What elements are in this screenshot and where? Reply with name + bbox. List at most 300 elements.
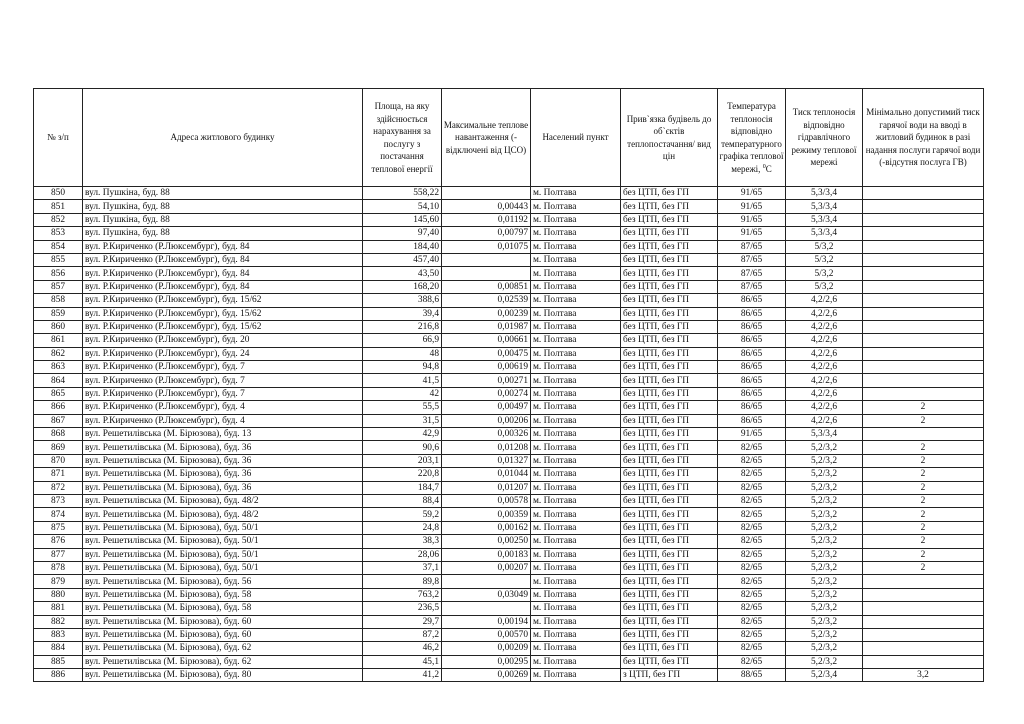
cell-link: без ЦТП, без ГП	[621, 401, 718, 414]
cell-address: вул. Решетилівська (М. Бірюзова), буд. 58	[83, 602, 363, 615]
cell-area: 39,4	[363, 307, 442, 320]
cell-locality: м. Полтава	[531, 494, 621, 507]
cell-area: 24,8	[363, 521, 442, 534]
cell-pressure: 5,2/3,2	[786, 548, 863, 561]
cell-locality: м. Полтава	[531, 521, 621, 534]
table-row	[34, 494, 984, 507]
cell-pressure: 5,2/3,2	[786, 628, 863, 641]
table-row	[34, 575, 984, 588]
table-row	[34, 387, 984, 400]
cell-load: 0,02539	[442, 294, 531, 307]
cell-load: 0,01327	[442, 454, 531, 467]
cell-temp: 86/65	[718, 414, 786, 427]
cell-load: 0,01075	[442, 240, 531, 253]
cell-temp: 82/65	[718, 494, 786, 507]
table-row	[34, 508, 984, 521]
cell-pressure: 4,2/2,6	[786, 387, 863, 400]
cell-temp: 82/65	[718, 628, 786, 641]
cell-min-pressure: 2	[863, 494, 984, 507]
cell-num: 877	[34, 548, 83, 561]
cell-num: 857	[34, 280, 83, 293]
cell-pressure: 5,2/3,2	[786, 575, 863, 588]
cell-min-pressure	[863, 347, 984, 360]
heating-data-table	[33, 88, 984, 682]
cell-temp: 82/65	[718, 602, 786, 615]
cell-link: без ЦТП, без ГП	[621, 334, 718, 347]
table-row	[34, 441, 984, 454]
table-header-row	[34, 89, 984, 187]
cell-link: без ЦТП, без ГП	[621, 307, 718, 320]
cell-locality: м. Полтава	[531, 481, 621, 494]
cell-locality: м. Полтава	[531, 454, 621, 467]
cell-min-pressure	[863, 655, 984, 668]
cell-min-pressure: 2	[863, 561, 984, 574]
table-row	[34, 535, 984, 548]
cell-locality: м. Полтава	[531, 361, 621, 374]
table-row	[34, 548, 984, 561]
cell-temp: 87/65	[718, 240, 786, 253]
cell-address: вул. Решетилівська (М. Бірюзова), буд. 62	[83, 642, 363, 655]
cell-area: 94,8	[363, 361, 442, 374]
cell-min-pressure	[863, 642, 984, 655]
cell-pressure: 5,3/3,4	[786, 213, 863, 226]
table-row	[34, 521, 984, 534]
cell-num: 885	[34, 655, 83, 668]
cell-link: без ЦТП, без ГП	[621, 227, 718, 240]
header-address: Адреса житлового будинку	[83, 89, 363, 187]
cell-min-pressure	[863, 334, 984, 347]
cell-area: 763,2	[363, 588, 442, 601]
cell-address: вул. Р.Кириченко (Р.Люксембург), буд. 15/62	[83, 320, 363, 333]
cell-pressure: 5,2/3,2	[786, 441, 863, 454]
cell-min-pressure: 2	[863, 481, 984, 494]
cell-load: 0,01208	[442, 441, 531, 454]
cell-num: 867	[34, 414, 83, 427]
cell-min-pressure	[863, 294, 984, 307]
cell-pressure: 4,2/2,6	[786, 401, 863, 414]
cell-locality: м. Полтава	[531, 334, 621, 347]
cell-locality: м. Полтава	[531, 267, 621, 280]
cell-pressure: 5,2/3,4	[786, 669, 863, 682]
cell-pressure: 5/3,2	[786, 267, 863, 280]
cell-min-pressure	[863, 361, 984, 374]
table-row	[34, 267, 984, 280]
cell-temp: 91/65	[718, 213, 786, 226]
cell-min-pressure	[863, 387, 984, 400]
cell-temp: 86/65	[718, 294, 786, 307]
cell-address: вул. Решетилівська (М. Бірюзова), буд. 50/1	[83, 521, 363, 534]
cell-pressure: 4,2/2,6	[786, 320, 863, 333]
cell-pressure: 4,2/2,6	[786, 414, 863, 427]
cell-num: 854	[34, 240, 83, 253]
cell-area: 90,6	[363, 441, 442, 454]
cell-pressure: 5,3/3,4	[786, 200, 863, 213]
cell-link: без ЦТП, без ГП	[621, 187, 718, 200]
cell-area: 216,8	[363, 320, 442, 333]
cell-temp: 88/65	[718, 669, 786, 682]
table-row	[34, 468, 984, 481]
cell-address: вул. Р.Кириченко (Р.Люксембург), буд. 20	[83, 334, 363, 347]
cell-min-pressure: 2	[863, 454, 984, 467]
table-row	[34, 187, 984, 200]
cell-pressure: 5,2/3,2	[786, 521, 863, 534]
cell-load: 0,00239	[442, 307, 531, 320]
table-row	[34, 227, 984, 240]
cell-area: 184,7	[363, 481, 442, 494]
cell-area: 88,4	[363, 494, 442, 507]
cell-pressure: 5/3,2	[786, 253, 863, 266]
cell-load: 0,01207	[442, 481, 531, 494]
cell-locality: м. Полтава	[531, 441, 621, 454]
cell-temp: 91/65	[718, 187, 786, 200]
cell-link: без ЦТП, без ГП	[621, 200, 718, 213]
table-row	[34, 240, 984, 253]
cell-area: 48	[363, 347, 442, 360]
cell-pressure: 5,3/3,4	[786, 428, 863, 441]
cell-address: вул. Р.Кириченко (Р.Люксембург), буд. 4	[83, 414, 363, 427]
cell-load: 0,00162	[442, 521, 531, 534]
cell-num: 880	[34, 588, 83, 601]
cell-link: без ЦТП, без ГП	[621, 267, 718, 280]
cell-num: 851	[34, 200, 83, 213]
cell-address: вул. Решетилівська (М. Бірюзова), буд. 48/2	[83, 494, 363, 507]
cell-address: вул. Пушкіна, буд. 88	[83, 227, 363, 240]
cell-temp: 82/65	[718, 454, 786, 467]
cell-address: вул. Решетилівська (М. Бірюзова), буд. 58	[83, 588, 363, 601]
cell-area: 31,5	[363, 414, 442, 427]
cell-locality: м. Полтава	[531, 213, 621, 226]
cell-load: 0,00497	[442, 401, 531, 414]
cell-temp: 87/65	[718, 267, 786, 280]
table-row	[34, 374, 984, 387]
cell-locality: м. Полтава	[531, 414, 621, 427]
cell-link: без ЦТП, без ГП	[621, 387, 718, 400]
cell-num: 858	[34, 294, 83, 307]
cell-num: 862	[34, 347, 83, 360]
table-row	[34, 561, 984, 574]
cell-pressure: 5/3,2	[786, 240, 863, 253]
cell-load	[442, 267, 531, 280]
cell-pressure: 4,2/2,6	[786, 361, 863, 374]
header-area: Площа, на яку здійснюється нарахування за послугу з постачання теплової енергії	[363, 89, 442, 187]
cell-area: 457,40	[363, 253, 442, 266]
cell-temp: 91/65	[718, 428, 786, 441]
table-body	[34, 187, 984, 682]
cell-num: 873	[34, 494, 83, 507]
cell-area: 28,06	[363, 548, 442, 561]
cell-area: 87,2	[363, 628, 442, 641]
cell-min-pressure	[863, 267, 984, 280]
cell-temp: 86/65	[718, 361, 786, 374]
cell-address: вул. Р.Кириченко (Р.Люксембург), буд. 7	[83, 361, 363, 374]
cell-load: 0,00183	[442, 548, 531, 561]
cell-pressure: 5,2/3,2	[786, 535, 863, 548]
cell-address: вул. Решетилівська (М. Бірюзова), буд. 36	[83, 454, 363, 467]
cell-num: 868	[34, 428, 83, 441]
cell-load: 0,00475	[442, 347, 531, 360]
cell-min-pressure	[863, 575, 984, 588]
table-row	[34, 320, 984, 333]
cell-temp: 86/65	[718, 334, 786, 347]
cell-temp: 91/65	[718, 227, 786, 240]
cell-num: 876	[34, 535, 83, 548]
cell-num: 856	[34, 267, 83, 280]
cell-num: 875	[34, 521, 83, 534]
cell-pressure: 4,2/2,6	[786, 347, 863, 360]
cell-min-pressure	[863, 187, 984, 200]
cell-link: без ЦТП, без ГП	[621, 548, 718, 561]
cell-locality: м. Полтава	[531, 669, 621, 682]
cell-address: вул. Решетилівська (М. Бірюзова), буд. 80	[83, 669, 363, 682]
table-row	[34, 361, 984, 374]
cell-pressure: 5,2/3,2	[786, 615, 863, 628]
cell-min-pressure: 2	[863, 548, 984, 561]
cell-locality: м. Полтава	[531, 280, 621, 293]
cell-locality: м. Полтава	[531, 307, 621, 320]
table-row	[34, 307, 984, 320]
cell-temp: 86/65	[718, 347, 786, 360]
cell-area: 168,20	[363, 280, 442, 293]
cell-link: без ЦТП, без ГП	[621, 253, 718, 266]
cell-load: 0,00570	[442, 628, 531, 641]
cell-load: 0,00443	[442, 200, 531, 213]
cell-link: без ЦТП, без ГП	[621, 441, 718, 454]
table-row	[34, 428, 984, 441]
cell-min-pressure: 2	[863, 508, 984, 521]
table-row	[34, 588, 984, 601]
cell-load: 0,00295	[442, 655, 531, 668]
cell-temp: 82/65	[718, 655, 786, 668]
cell-link: без ЦТП, без ГП	[621, 361, 718, 374]
cell-num: 872	[34, 481, 83, 494]
cell-min-pressure: 2	[863, 521, 984, 534]
cell-address: вул. Р.Кириченко (Р.Люксембург), буд. 15/62	[83, 307, 363, 320]
cell-min-pressure: 2	[863, 401, 984, 414]
cell-area: 29,7	[363, 615, 442, 628]
cell-locality: м. Полтава	[531, 655, 621, 668]
table-row	[34, 334, 984, 347]
cell-load: 0,00206	[442, 414, 531, 427]
header-temp-text: Температура теплоносія відповідно температурного графіка теплової мережі,	[719, 101, 784, 174]
cell-address: вул. Пушкіна, буд. 88	[83, 200, 363, 213]
cell-locality: м. Полтава	[531, 588, 621, 601]
cell-area: 66,9	[363, 334, 442, 347]
cell-num: 879	[34, 575, 83, 588]
table-row	[34, 481, 984, 494]
cell-address: вул. Р.Кириченко (Р.Люксембург), буд. 15/62	[83, 294, 363, 307]
cell-link: без ЦТП, без ГП	[621, 481, 718, 494]
cell-link: без ЦТП, без ГП	[621, 588, 718, 601]
cell-address: вул. Решетилівська (М. Бірюзова), буд. 13	[83, 428, 363, 441]
cell-min-pressure: 2	[863, 441, 984, 454]
cell-link: без ЦТП, без ГП	[621, 628, 718, 641]
cell-link: без ЦТП, без ГП	[621, 374, 718, 387]
cell-area: 46,2	[363, 642, 442, 655]
cell-address: вул. Решетилівська (М. Бірюзова), буд. 56	[83, 575, 363, 588]
cell-min-pressure	[863, 213, 984, 226]
cell-min-pressure: 2	[863, 468, 984, 481]
cell-address: вул. Решетилівська (М. Бірюзова), буд. 50/1	[83, 548, 363, 561]
cell-address: вул. Решетилівська (М. Бірюзова), буд. 36	[83, 441, 363, 454]
cell-temp: 82/65	[718, 575, 786, 588]
cell-pressure: 5/3,2	[786, 280, 863, 293]
header-num: № з/п	[34, 89, 83, 187]
header-link: Прив`язка будівель до об`єктів теплопостачання/ вид цін	[621, 89, 718, 187]
cell-link: без ЦТП, без ГП	[621, 428, 718, 441]
table-row	[34, 294, 984, 307]
cell-address: вул. Решетилівська (М. Бірюзова), буд. 60	[83, 628, 363, 641]
cell-locality: м. Полтава	[531, 628, 621, 641]
cell-locality: м. Полтава	[531, 347, 621, 360]
cell-link: без ЦТП, без ГП	[621, 575, 718, 588]
cell-temp: 82/65	[718, 521, 786, 534]
table-row	[34, 280, 984, 293]
cell-locality: м. Полтава	[531, 508, 621, 521]
cell-load	[442, 253, 531, 266]
cell-pressure: 5,3/3,4	[786, 227, 863, 240]
cell-address: вул. Решетилівська (М. Бірюзова), буд. 50/1	[83, 535, 363, 548]
cell-address: вул. Решетилівська (М. Бірюзова), буд. 50/1	[83, 561, 363, 574]
header-load: Максимальне теплове навантаження (-відключені від ЦСО)	[442, 89, 531, 187]
cell-min-pressure	[863, 374, 984, 387]
cell-pressure: 5,2/3,2	[786, 561, 863, 574]
cell-load: 0,00271	[442, 374, 531, 387]
cell-locality: м. Полтава	[531, 253, 621, 266]
cell-area: 59,2	[363, 508, 442, 521]
cell-load: 0,00274	[442, 387, 531, 400]
cell-num: 853	[34, 227, 83, 240]
cell-address: вул. Решетилівська (М. Бірюзова), буд. 60	[83, 615, 363, 628]
cell-min-pressure	[863, 240, 984, 253]
cell-pressure: 5,2/3,2	[786, 468, 863, 481]
cell-address: вул. Решетилівська (М. Бірюзова), буд. 48/2	[83, 508, 363, 521]
cell-temp: 82/65	[718, 642, 786, 655]
cell-link: без ЦТП, без ГП	[621, 655, 718, 668]
cell-num: 861	[34, 334, 83, 347]
cell-link: без ЦТП, без ГП	[621, 494, 718, 507]
cell-num: 884	[34, 642, 83, 655]
cell-num: 860	[34, 320, 83, 333]
table-row	[34, 602, 984, 615]
cell-min-pressure	[863, 320, 984, 333]
table-row	[34, 628, 984, 641]
cell-locality: м. Полтава	[531, 240, 621, 253]
cell-address: вул. Р.Кириченко (Р.Люксембург), буд. 84	[83, 280, 363, 293]
cell-link: без ЦТП, без ГП	[621, 414, 718, 427]
cell-temp: 86/65	[718, 307, 786, 320]
cell-temp: 86/65	[718, 320, 786, 333]
cell-load: 0,00326	[442, 428, 531, 441]
header-locality: Населений пункт	[531, 89, 621, 187]
table-row	[34, 213, 984, 226]
cell-load: 0,00851	[442, 280, 531, 293]
cell-address: вул. Пушкіна, буд. 88	[83, 213, 363, 226]
cell-min-pressure	[863, 602, 984, 615]
cell-min-pressure	[863, 253, 984, 266]
cell-address: вул. Р.Кириченко (Р.Люксембург), буд. 24	[83, 347, 363, 360]
cell-min-pressure: 2	[863, 535, 984, 548]
cell-load: 0,01987	[442, 320, 531, 333]
cell-num: 886	[34, 669, 83, 682]
header-pressure: Тиск теплоносія відповідно гідравлічного режиму теплової мережі	[786, 89, 863, 187]
cell-num: 850	[34, 187, 83, 200]
cell-load	[442, 575, 531, 588]
cell-num: 855	[34, 253, 83, 266]
cell-locality: м. Полтава	[531, 428, 621, 441]
header-temp	[718, 89, 786, 187]
cell-temp: 86/65	[718, 374, 786, 387]
cell-link: без ЦТП, без ГП	[621, 280, 718, 293]
cell-min-pressure	[863, 615, 984, 628]
cell-area: 184,40	[363, 240, 442, 253]
cell-pressure: 4,2/2,6	[786, 307, 863, 320]
cell-load: 0,01044	[442, 468, 531, 481]
cell-link: без ЦТП, без ГП	[621, 521, 718, 534]
cell-num: 870	[34, 454, 83, 467]
table-row	[34, 669, 984, 682]
header-min-pressure: Мінімально допустимий тиск гарячої води на вводі в житловий будинок в разі надання послуги гарячої води (-відсутня послуга ГВ)	[863, 89, 984, 187]
cell-load	[442, 187, 531, 200]
cell-link: без ЦТП, без ГП	[621, 561, 718, 574]
cell-pressure: 4,2/2,6	[786, 334, 863, 347]
cell-link: без ЦТП, без ГП	[621, 240, 718, 253]
cell-address: вул. Решетилівська (М. Бірюзова), буд. 36	[83, 481, 363, 494]
cell-locality: м. Полтава	[531, 548, 621, 561]
cell-temp: 82/65	[718, 481, 786, 494]
cell-load: 0,03049	[442, 588, 531, 601]
cell-area: 388,6	[363, 294, 442, 307]
cell-pressure: 4,2/2,6	[786, 374, 863, 387]
cell-pressure: 5,2/3,2	[786, 655, 863, 668]
cell-locality: м. Полтава	[531, 387, 621, 400]
cell-area: 42	[363, 387, 442, 400]
cell-area: 220,8	[363, 468, 442, 481]
cell-temp: 82/65	[718, 588, 786, 601]
cell-locality: м. Полтава	[531, 535, 621, 548]
cell-link: без ЦТП, без ГП	[621, 454, 718, 467]
cell-min-pressure	[863, 628, 984, 641]
cell-min-pressure	[863, 428, 984, 441]
cell-min-pressure	[863, 227, 984, 240]
cell-address: вул. Р.Кириченко (Р.Люксембург), буд. 7	[83, 387, 363, 400]
cell-locality: м. Полтава	[531, 602, 621, 615]
cell-link: без ЦТП, без ГП	[621, 213, 718, 226]
cell-address: вул. Р.Кириченко (Р.Люксембург), буд. 84	[83, 253, 363, 266]
cell-locality: м. Полтава	[531, 320, 621, 333]
cell-area: 89,8	[363, 575, 442, 588]
cell-address: вул. Р.Кириченко (Р.Люксембург), буд. 7	[83, 374, 363, 387]
cell-temp: 86/65	[718, 387, 786, 400]
cell-area: 41,2	[363, 669, 442, 682]
table-row	[34, 454, 984, 467]
cell-area: 236,5	[363, 602, 442, 615]
cell-area: 55,5	[363, 401, 442, 414]
header-temp-unit: С	[765, 163, 772, 174]
cell-area: 54,10	[363, 200, 442, 213]
cell-num: 866	[34, 401, 83, 414]
cell-num: 863	[34, 361, 83, 374]
table-row	[34, 401, 984, 414]
cell-link: без ЦТП, без ГП	[621, 615, 718, 628]
table-row	[34, 642, 984, 655]
cell-address: вул. Р.Кириченко (Р.Люксембург), буд. 84	[83, 267, 363, 280]
cell-locality: м. Полтава	[531, 294, 621, 307]
cell-temp: 87/65	[718, 253, 786, 266]
cell-num: 878	[34, 561, 83, 574]
header-temp-sup: 0	[762, 163, 766, 170]
cell-area: 558,22	[363, 187, 442, 200]
cell-temp: 82/65	[718, 441, 786, 454]
